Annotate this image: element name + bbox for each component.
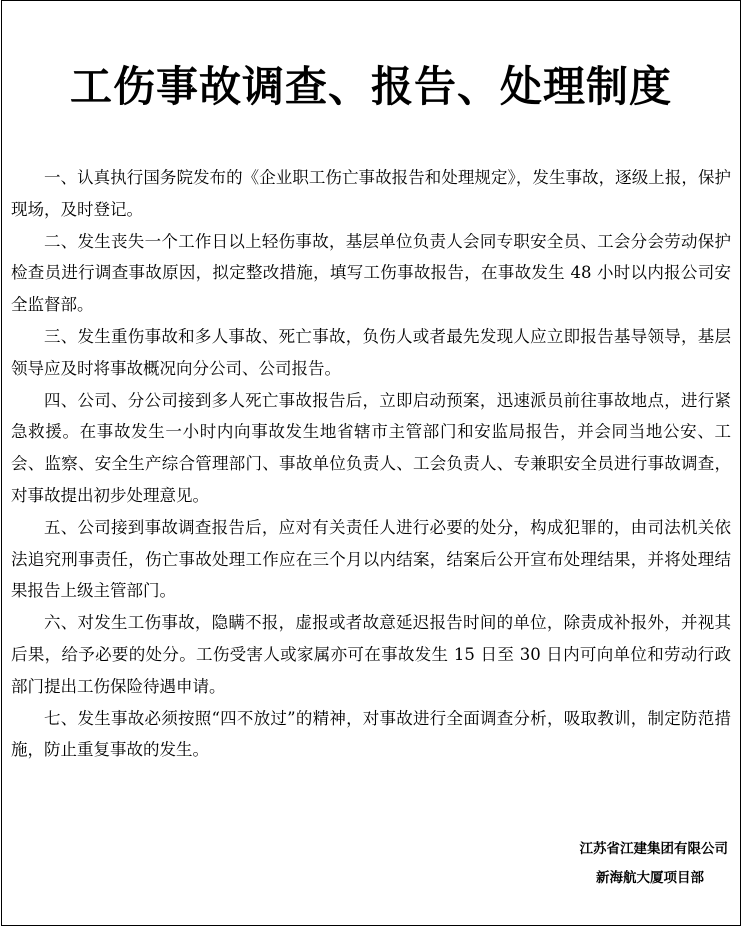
paragraph-6: 六、对发生工伤事故，隐瞒不报，虚报或者故意延迟报告时间的单位，除责成补报外，并视其后果，给予必要的处分。工伤受害人或家属亦可在事故发生 15 日至 30 日内可向单位和劳动行政部门提出工伤保险待遇申请。 (11, 613, 731, 696)
paragraph-1: 一、认真执行国务院发布的《企业职工伤亡事故报告和处理规定》，发生事故，逐级上报，保护现场，及时登记。 (11, 168, 731, 219)
paragraph-3: 三、发生重伤事故和多人事故、死亡事故，负伤人或者最先发现人应立即报告基导领导，基层领导应及时将事故概况向分公司、公司报告。 (11, 326, 731, 378)
signature-department: 新海航大厦项目部 (596, 870, 704, 886)
document-page (1, 0, 741, 926)
paragraph-2: 二、发生丧失一个工作日以上轻伤事故，基层单位负责人会同专职安全员、工会分会劳动保护检查员进行调查事故原因，拟定整改措施，填写工伤事故报告，在事故发生 48 小时以内报公司安全监督部。 (11, 231, 731, 315)
paragraph-5: 五、公司接到事故调查报告后，应对有关责任人进行必要的处分，构成犯罪的，由司法机关依法追究刑事责任，伤亡事故处理工作应在三个月以内结案，结案后公开宣布处理结果，并将处理结果报告上级主管部门。 (11, 517, 731, 601)
paragraph-4: 四、公司、分公司接到多人死亡事故报告后，立即启动预案，迅速派员前往事故地点，进行紧急救援。在事故发生一小时内向事故发生地省辖市主管部门和安监局报告，并会同当地公安、工会、监察、安全生产综合管理部门、事故单位负责人、工会负责人、专兼职安全员进行事故调查，对事故提出初步处理意见。 (11, 390, 731, 505)
document-body (11, 162, 731, 766)
signature-organization: 江苏省江建集团有限公司 (579, 841, 728, 857)
paragraph-7: 七、发生事故必须按照“四不放过”的精神，对事故进行全面调查分析，吸取教训，制定防范措施，防止重复事故的发生。 (11, 708, 731, 760)
document-title: 工伤事故调查、报告、处理制度 (69, 62, 672, 111)
signature-block (580, 835, 729, 893)
